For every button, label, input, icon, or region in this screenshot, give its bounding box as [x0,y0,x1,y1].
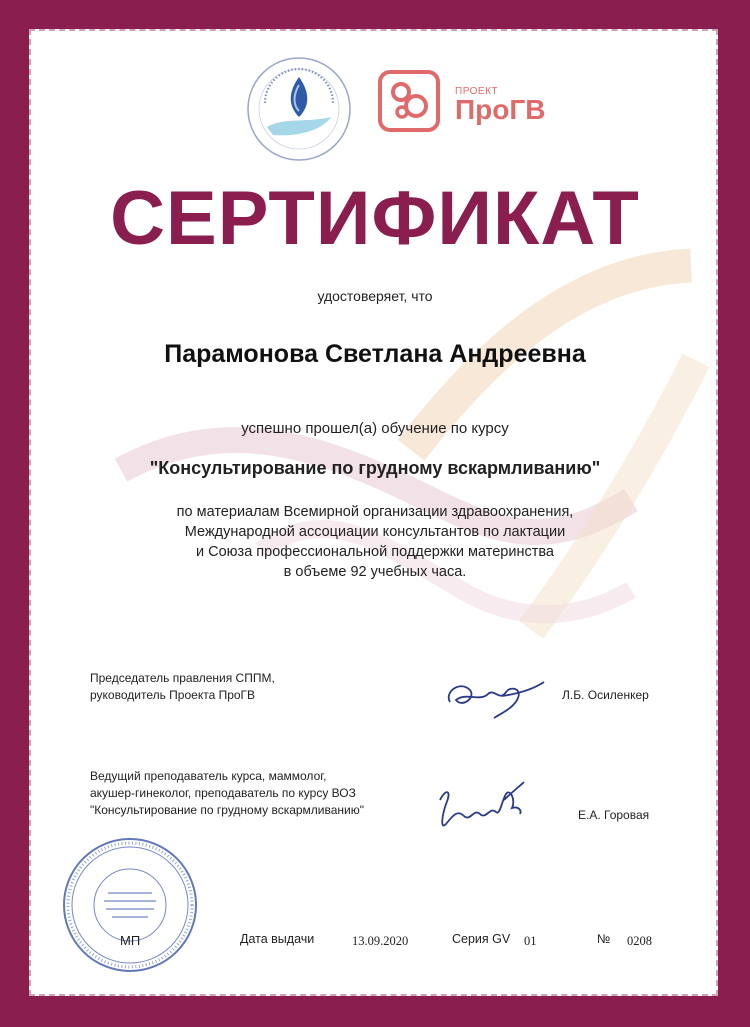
recipient-name: Парамонова Светлана Андреевна [164,340,586,368]
signatory2-title [90,768,364,819]
signature-1 [440,672,550,722]
signatory2-title-line: Ведущий преподаватель курса, маммолог, [90,769,327,783]
signature-2 [432,780,527,840]
signatory2-title-line: акушер-гинеколог, преподаватель по курсу ВОЗ [90,786,356,800]
series-label: Серия GV [452,932,511,946]
certificate-title: СЕРТИФИКАТ [110,176,640,261]
issue-date-label: Дата выдачи [240,932,315,946]
materials-line: Международной ассоциации консультантов по лактации [184,524,566,540]
signatory2-title-line: "Консультирование по грудному вскармливанию" [90,803,365,817]
materials-line: по материалам Всемирной организации здравоохранения, [176,504,574,520]
progv-label-big: ПроГВ [455,94,546,125]
organization-stamp [60,835,200,975]
materials-line: и Союза профессиональной поддержки материнства [196,544,554,560]
issue-date-value: 13.09.2020 [352,934,409,948]
materials-line: в объеме 92 учебных часа. [283,564,467,580]
passed-text: успешно прошел(а) обучение по курсу [241,420,509,437]
progv-label-small: ПРОЕКТ [455,86,499,97]
number-value: 0208 [627,934,652,948]
stamp-label: МП [120,933,141,948]
signatory2-name: Е.А. Горовая [578,808,650,822]
sppm-logo [245,55,353,163]
signatory1-title-line: Председатель правления СППМ, [90,671,275,685]
signatory1-name: Л.Б. Осиленкер [562,688,649,702]
signatory1-title [90,670,275,704]
progv-logo [378,70,548,140]
number-label: № [597,932,611,946]
progv-icon [378,70,440,132]
certifies-text: удостоверяет, что [317,288,433,304]
series-value: 01 [524,934,537,948]
course-name: "Консультирование по грудному вскармливанию" [149,458,601,478]
signatory1-title-line: руководитель Проекта ПроГВ [90,688,256,702]
materials-text [0,502,750,582]
